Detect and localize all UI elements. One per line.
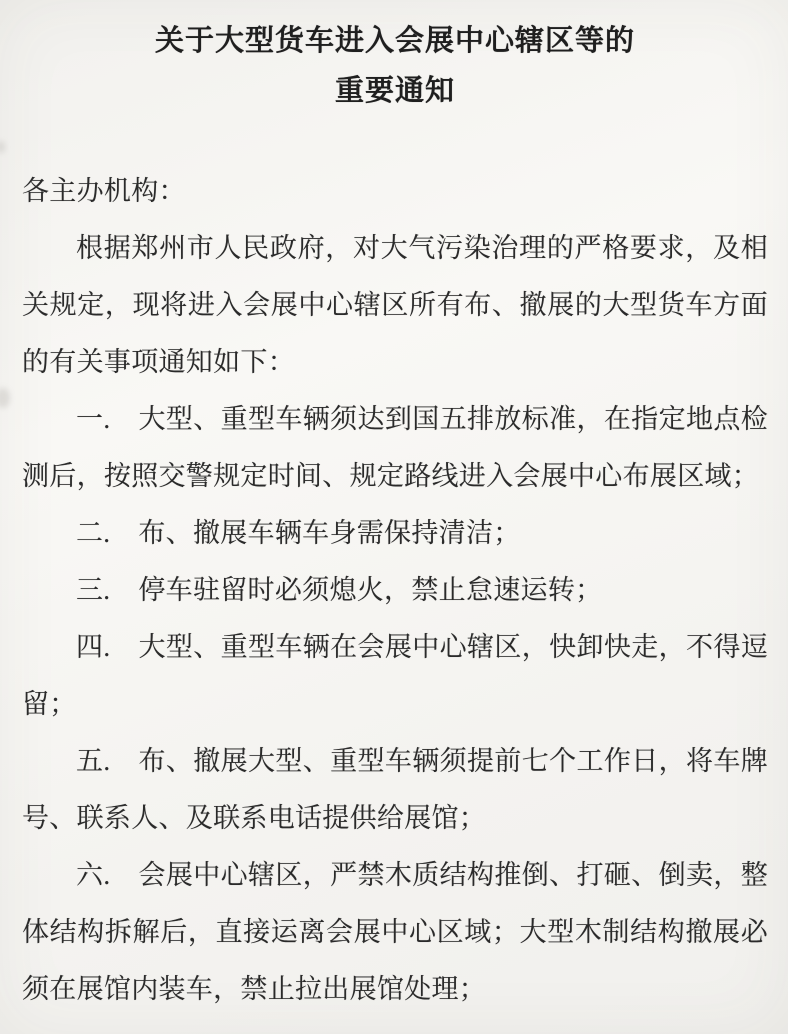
item-4-number: 四. [76,632,111,662]
notice-title-line-1: 关于大型货车进入会展中心辖区等的 [154,25,635,57]
notice-body [22,163,768,1018]
notice-title-line-2: 重要通知 [334,75,455,107]
notice-item-1 [22,391,768,505]
item-4-text: 大型、重型车辆在会展中心辖区，快卸快走，不得逗留； [22,632,768,719]
notice-item-6 [22,847,768,1018]
item-5-number: 五. [76,746,111,776]
scan-artifact [0,388,10,408]
item-5-text: 布、撤展大型、重型车辆须提前七个工作日，将车牌号、联系人、及联系电话提供给展馆； [22,746,768,833]
item-1-text: 大型、重型车辆须达到国五排放标准，在指定地点检测后，按照交警规定时间、规定路线进入会展中心布展区域； [22,404,768,491]
item-1-number: 一. [76,404,111,434]
item-6-text: 会展中心辖区，严禁木质结构推倒、打砸、倒卖，整体结构拆解后，直接运离会展中心区域；大型木制结构撤展必须在展馆内装车，禁止拉出展馆处理； [22,860,768,1004]
notice-item-2 [22,505,768,562]
notice-item-3 [22,562,768,619]
salutation: 各主办机构： [22,176,186,206]
item-6-number: 六. [76,860,111,890]
item-2-text: 布、撤展车辆车身需保持清洁； [138,518,521,548]
notice-item-4 [22,619,768,733]
item-2-number: 二. [76,518,111,548]
scan-artifact [0,141,5,153]
item-3-number: 三. [76,575,111,605]
notice-item-5 [22,733,768,847]
item-3-text: 停车驻留时必须熄火，禁止怠速运转； [138,575,603,605]
intro-paragraph: 根据郑州市人民政府，对大气污染治理的严格要求，及相关规定，现将进入会展中心辖区所有布、撤展的大型货车方面的有关事项通知如下： [22,233,768,377]
